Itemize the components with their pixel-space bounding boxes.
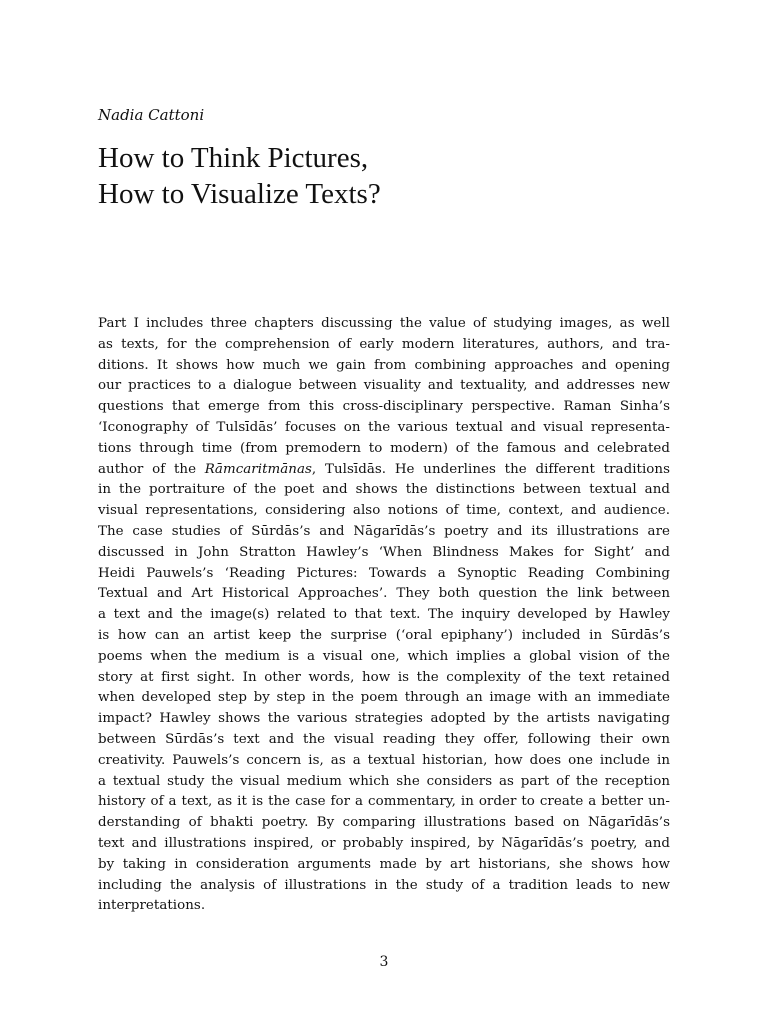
text-line-20: impact? Hawley shows the various strategies adopted by the artists navigating — [98, 711, 670, 727]
text-line-26: text and illustrations inspired, or probably inspired, by Nāgarīdās’s poetry, and — [98, 835, 670, 851]
text-line-29: interpretations. — [98, 898, 206, 914]
title-line-2: How to Visualize Texts? — [98, 178, 381, 210]
text-line-1: Part I includes three chapters discussing the value of studying images, as well — [98, 316, 670, 331]
work-title-ramcaritmanas: Rāmcaritmānas — [204, 461, 312, 477]
text-after-work-title: , Tulsīdās. He underlines the different traditions — [311, 461, 671, 477]
text-line-8 — [98, 460, 670, 481]
text-line-25: derstanding of bhakti poetry. By comparing illustrations based on Nāgarīdās’s — [98, 815, 670, 831]
text-before-work-title: author of the — [98, 461, 205, 477]
text-line-15: a text and the image(s) related to that text. The inquiry developed by Hawley — [98, 607, 670, 623]
text-line-3: ditions. It shows how much we gain from combining approaches and opening — [98, 357, 670, 373]
author-name: Nadia Cattoni — [98, 106, 205, 124]
text-line-13: Heidi Pauwels’s ‘Reading Pictures: Towards a Synoptic Reading Combining — [98, 565, 670, 581]
text-line-11: The case studies of Sūrdās’s and Nāgarīdās’s poetry and its illustrations are — [98, 523, 670, 539]
text-line-19: when developed step by step in the poem through an image with an immediate — [98, 690, 670, 706]
text-line-14: Textual and Art Historical Approaches’. They both question the link between — [98, 586, 670, 602]
text-line-4: our practices to a dialogue between visuality and textuality, and addresses new — [98, 378, 670, 394]
text-line-24: history of a text, as it is the case for a commentary, in order to create a better un- — [98, 794, 670, 810]
text-line-10: visual representations, considering also notions of time, context, and audience. — [98, 503, 670, 519]
body-paragraph — [98, 314, 670, 917]
text-line-22: creativity. Pauwels’s concern is, as a textual historian, how does one include in — [98, 752, 670, 768]
text-line-23: a textual study the visual medium which she considers as part of the reception — [98, 773, 670, 789]
text-line-17: poems when the medium is a visual one, which implies a global vision of the — [98, 648, 670, 664]
text-line-18: story at first sight. In other words, how is the complexity of the text retained — [98, 669, 670, 685]
text-line-2: as texts, for the comprehension of early modern literatures, authors, and tra- — [98, 336, 670, 352]
text-line-9: in the portraiture of the poet and shows the distinctions between textual and — [98, 482, 670, 498]
page-number: 3 — [379, 954, 389, 970]
text-line-28: including the analysis of illustrations in the study of a tradition leads to new — [98, 877, 670, 893]
text-line-5: questions that emerge from this cross-disciplinary perspective. Raman Sinha’s — [98, 399, 670, 415]
text-line-7: tions through time (from premodern to modern) of the famous and celebrated — [98, 440, 670, 456]
text-line-16: is how can an artist keep the surprise (‘oral epiphany’) included in Sūrdās’s — [98, 627, 670, 643]
text-line-21: between Sūrdās’s text and the visual reading they offer, following their own — [98, 731, 670, 747]
title-line-1: How to Think Pictures, — [98, 142, 369, 174]
text-line-27: by taking in consideration arguments made by art historians, she shows how — [98, 856, 670, 872]
text-line-6: ‘Iconography of Tulsīdās’ focuses on the various textual and visual representa- — [98, 419, 670, 435]
text-line-12: discussed in John Stratton Hawley’s ‘When Blindness Makes for Sight’ and — [98, 544, 670, 560]
chapter-title — [98, 140, 658, 212]
